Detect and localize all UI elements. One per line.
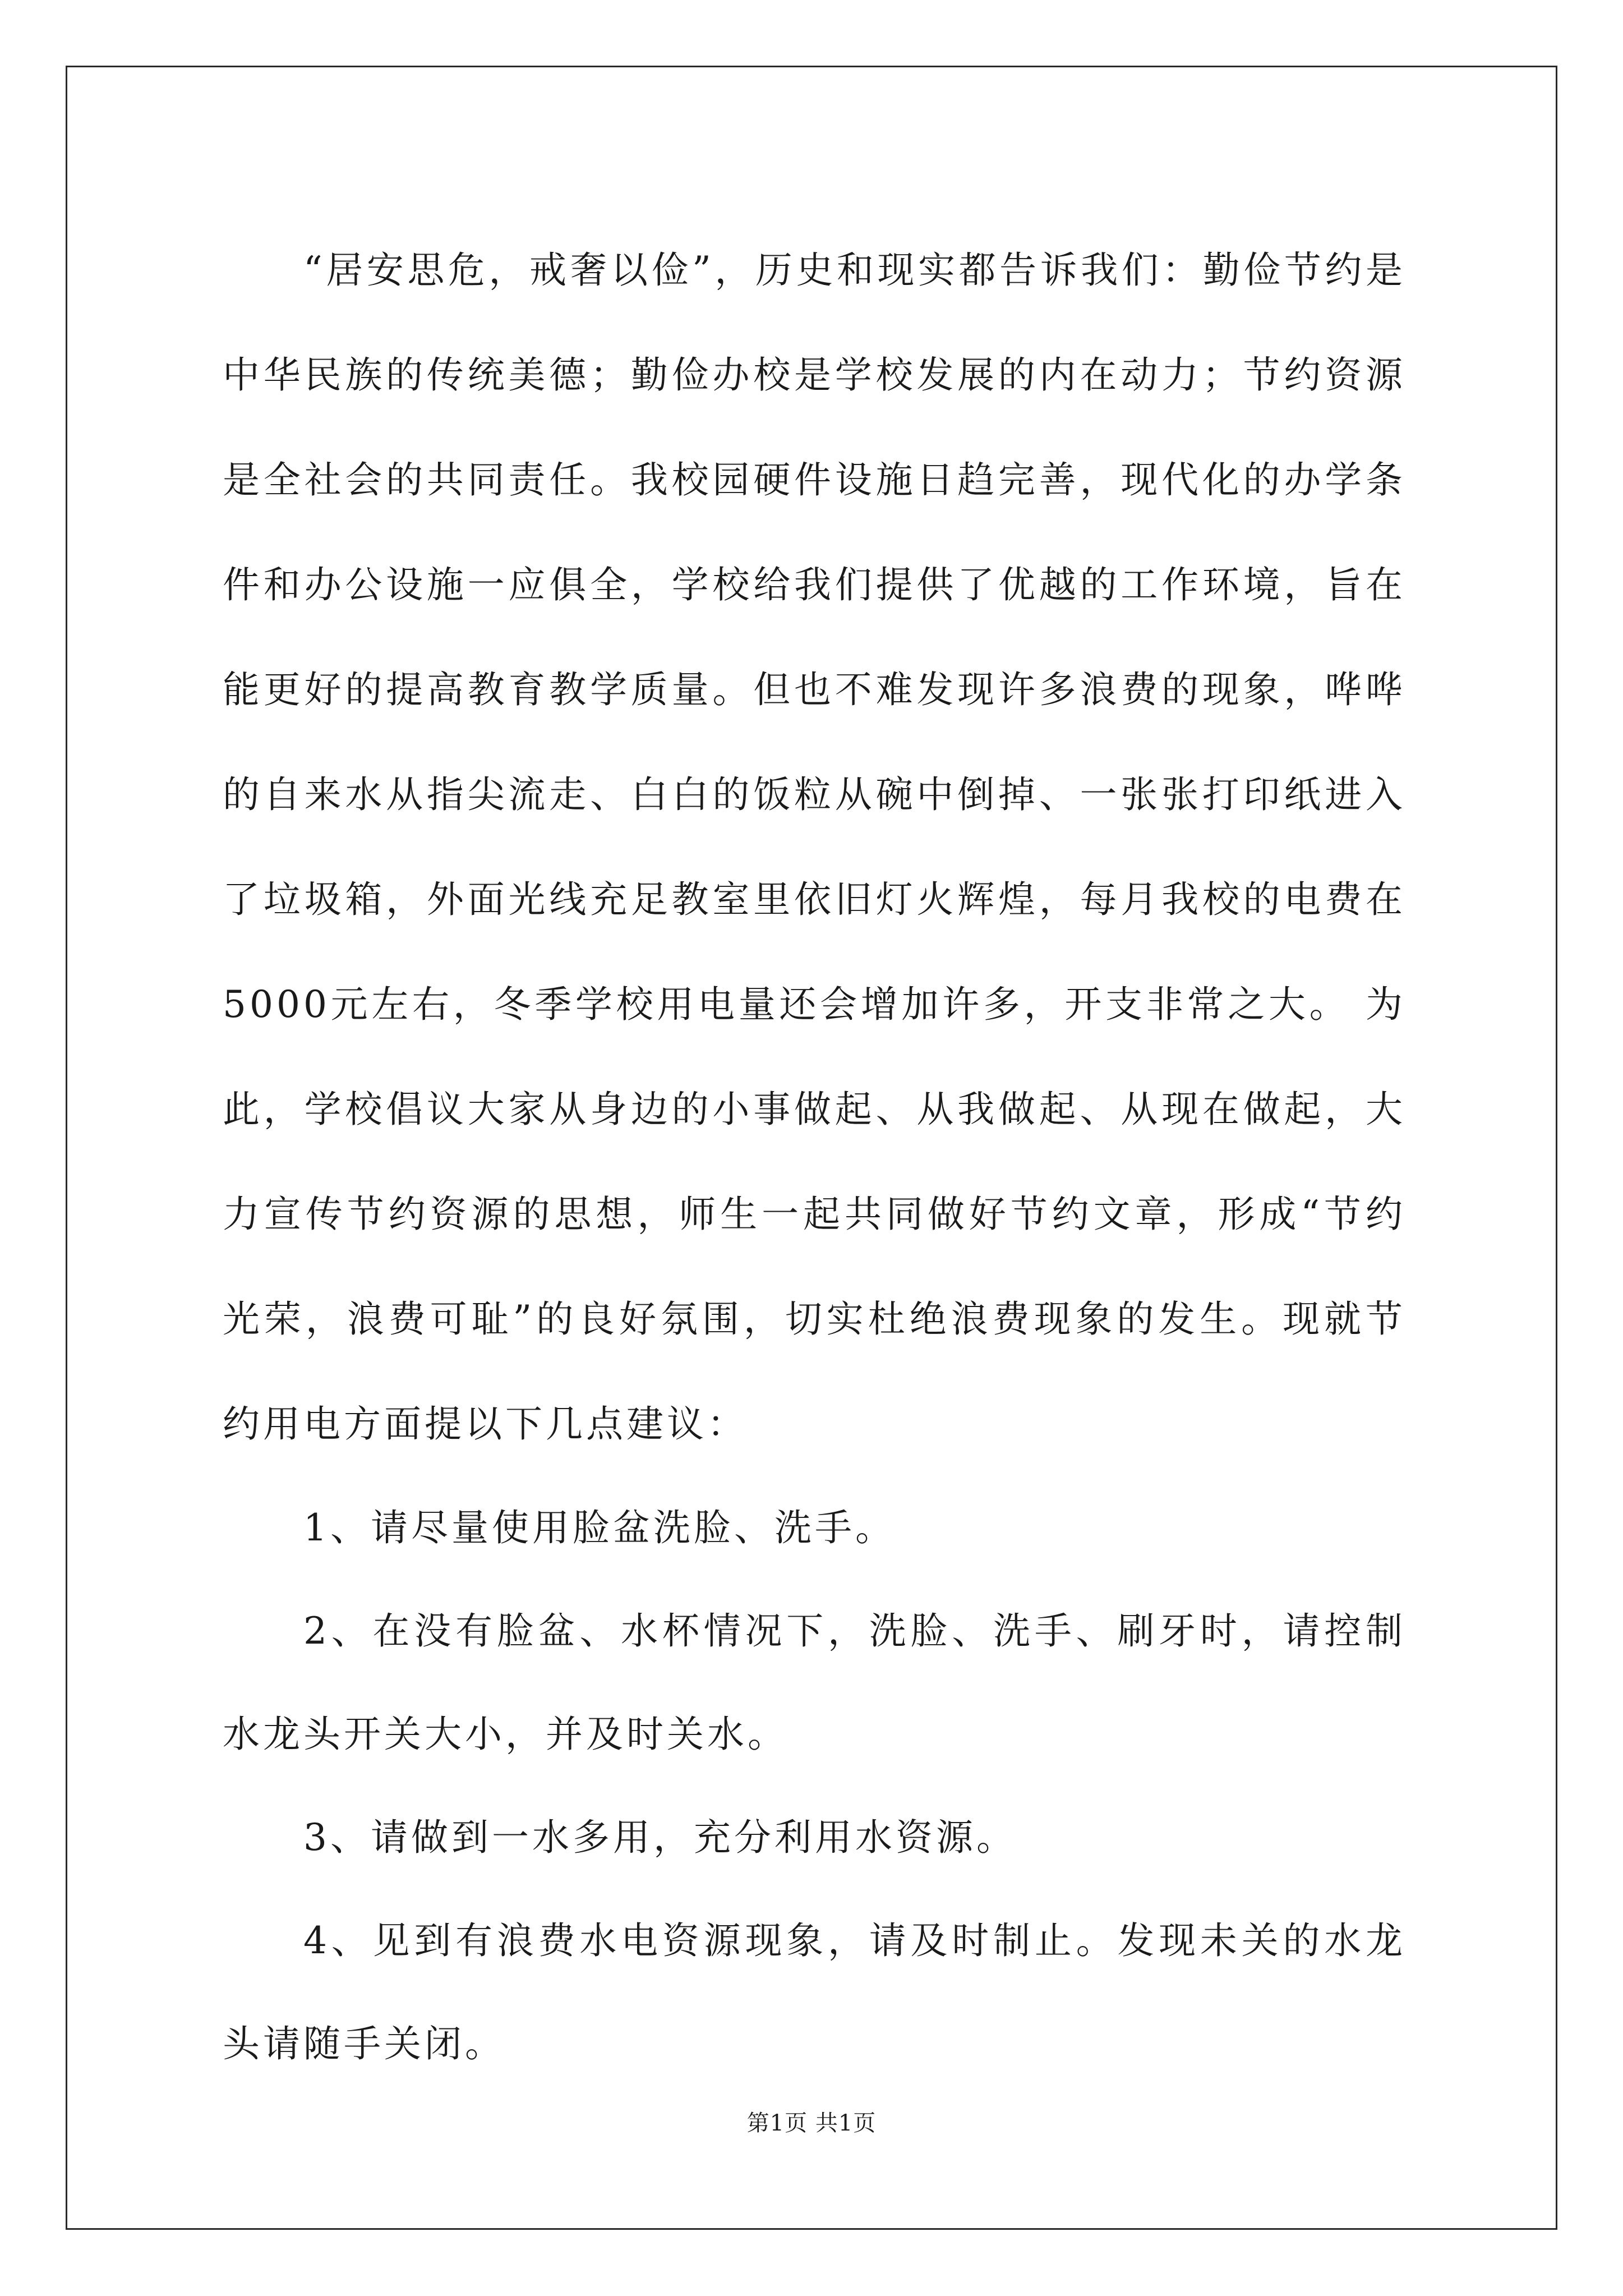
suggestion-2: 2、在没有脸盆、水杯情况下，洗脸、洗手、刷牙时，请控制水龙头开关大小，并及时关水。	[223, 1609, 1406, 1756]
suggestion-1: 1、请尽量使用脸盆洗脸、洗手。	[303, 1506, 896, 1549]
document-body	[223, 218, 1406, 2096]
page-footer: 第1页 共1页	[746, 2110, 877, 2136]
intro-paragraph: “居安思危，戒奢以俭”，历史和现实都告诉我们：勤俭节约是中华民族的传统美德；勤俭办校是学校发展的内在动力；节约资源是全社会的共同责任。我校园硬件设施日趋完善，现代化的办学条件和办公设施一应俱全，学校给我们提供了优越的工作环境，旨在能更好的提高教育教学质量。但也不难发现许多浪费的现象，哗哗的自来水从指尖流走、白白的饭粒从碗中倒掉、一张张打印纸进入了垃圾箱，外面光线充足教室里依旧灯火辉煌，每月我校的电费在5000元左右，冬季学校用电量还会增加许多，开支非常之大。 为此，学校倡议大家从身边的小事做起、从我做起、从现在做起，大力宣传节约资源的思想，师生一起共同做好节约文章，形成“节约光荣，浪费可耻”的良好氛围，切实杜绝浪费现象的发生。现就节约用电方面提以下几点建议：	[223, 249, 1406, 1446]
suggestion-4: 4、见到有浪费水电资源现象，请及时制止。发现未关的水龙头请随手关闭。	[223, 1919, 1406, 2065]
suggestion-3: 3、请做到一水多用，充分利用水资源。	[303, 1816, 1017, 1859]
